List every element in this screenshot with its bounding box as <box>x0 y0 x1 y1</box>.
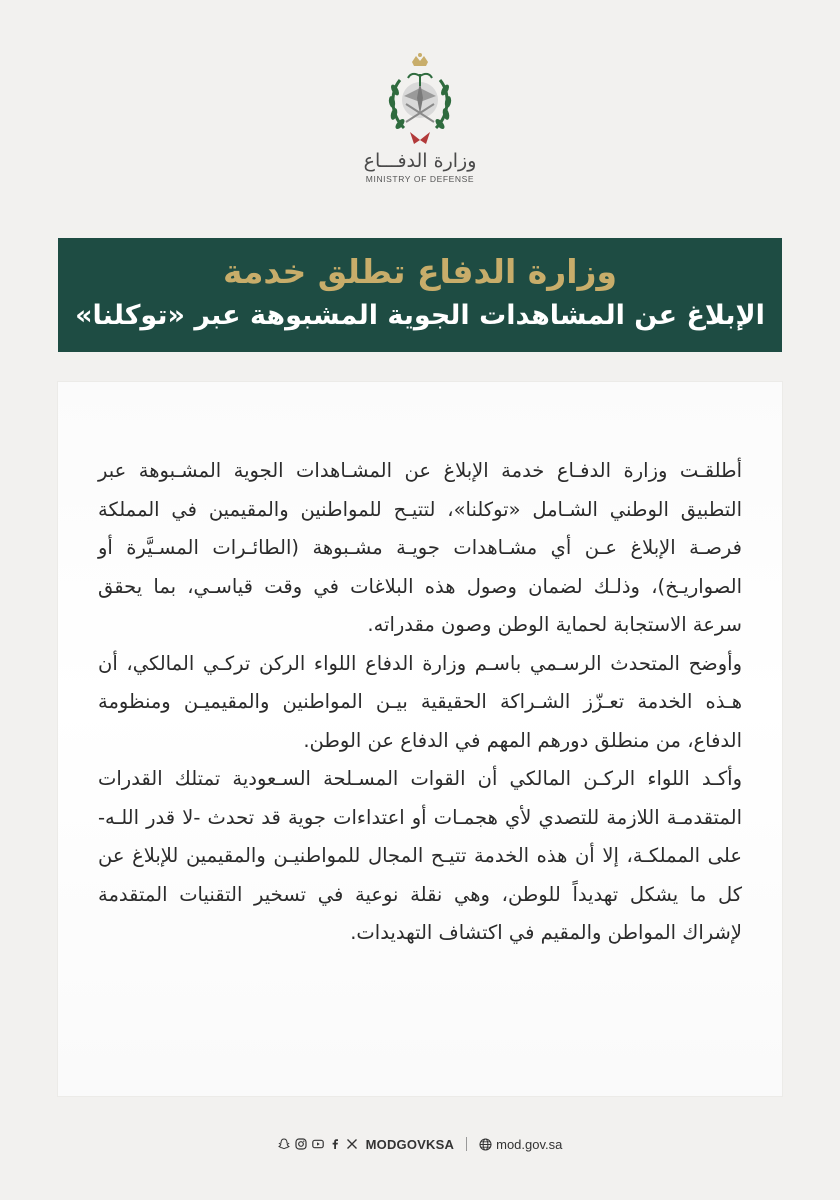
ministry-emblem-icon <box>380 52 460 148</box>
footer-divider <box>466 1137 467 1151</box>
logo-english-name: MINISTRY OF DEFENSE <box>365 174 475 184</box>
website-link[interactable] <box>479 1137 562 1152</box>
x-icon[interactable] <box>346 1138 358 1150</box>
globe-icon <box>479 1138 492 1151</box>
website-url[interactable]: mod.gov.sa <box>496 1136 563 1152</box>
facebook-icon[interactable] <box>329 1138 341 1150</box>
paragraph: أطلقـت وزارة الدفـاع خدمة الإبلاغ عن المشـاهدات الجوية المشـبوهة عبر التطبيق الوطني الشـامل «توكلنا»، لتتيـح للمواطنين والمقيمين في المملكة فرصـة الإبلاغ عـن أي مشـاهدات جويـة مشـبوهة (الطائـرات المسـيَّرة أو الصواريـخ)، وذلـك لضمان وصول هذه البلاغات في وقت قياسـي، بما يحقق سرعة الاستجابة لحماية الوطن وصون مقدراته. <box>98 459 742 636</box>
instagram-icon[interactable] <box>295 1138 307 1150</box>
headline-banner <box>58 238 782 352</box>
logo-arabic-name: وزارة الدفـــاع <box>363 150 477 172</box>
statement-card <box>58 382 782 1096</box>
youtube-icon[interactable] <box>312 1138 324 1150</box>
headline-subtitle: الإبلاغ عن المشاهدات الجوية المشبوهة عبر «توكلنا» <box>75 300 765 331</box>
paragraph: وأوضح المتحدث الرسـمي باسـم وزارة الدفاع اللواء الركن تركـي المالكي، أن هـذه الخدمة تعـزّز الشـراكة الحقيقية بيـن المواطنين والمقيميـن ومنظومة الدفاع، من منطلق دورهم المهم في الدفاع عن الوطن. <box>98 651 742 752</box>
snapchat-icon[interactable] <box>278 1138 290 1150</box>
statement-body <box>98 452 742 953</box>
headline-title: وزارة الدفاع تطلق خدمة <box>222 252 618 291</box>
footer <box>0 1132 840 1156</box>
paragraph: وأكـد اللواء الركـن المالكي أن القوات المسـلحة السـعودية تمتلك القدرات المتقدمـة اللازمة للتصدي لأي هجمـات أو اعتداءات جوية قد تحدث -لا قدر اللـه- على المملكـة، إلا أن هذه الخدمة تتيـح المجال للمواطنيـن والمقيمين للإبلاغ عن كل ما يشكل تهديداً للوطن، وهي نقلة نوعية في تسخير التقنيات المتقدمة لإشراك المواطن والمقيم في اكتشاف التهديدات. <box>98 767 742 944</box>
ministry-logo <box>0 52 840 184</box>
social-handle[interactable]: MODGOVKSA <box>365 1136 455 1152</box>
social-icons <box>278 1138 358 1150</box>
